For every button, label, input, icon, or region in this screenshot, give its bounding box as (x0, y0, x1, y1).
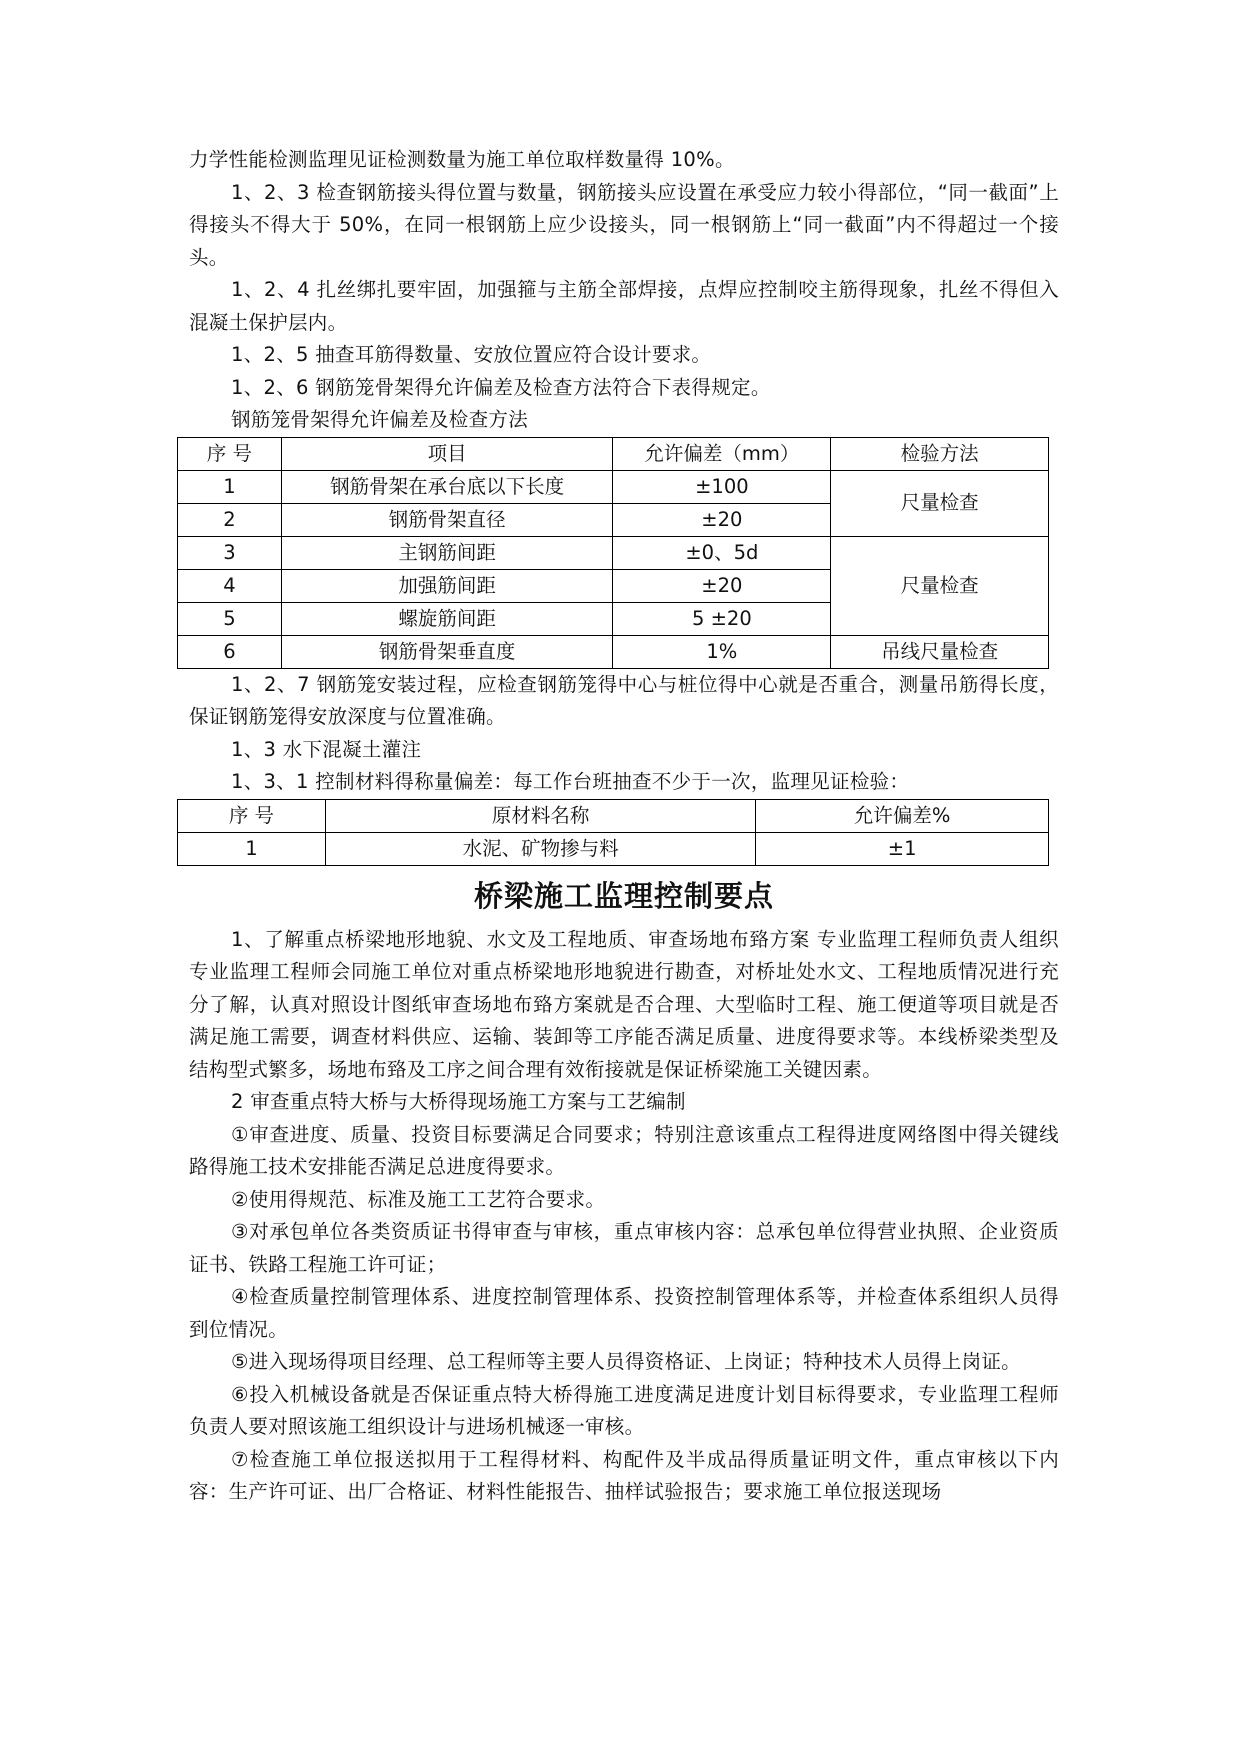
header-cell: 原材料名称 (325, 799, 755, 832)
cell-item: 主钢筋间距 (281, 536, 613, 569)
header-cell: 允许偏差（mm） (613, 437, 831, 470)
table-row (178, 536, 1049, 569)
paragraph: 1、2、5 抽查耳筋得数量、安放位置应符合设计要求。 (231, 343, 712, 366)
list-item: ④检查质量控制管理体系、进度控制管理体系、投资控制管理体系等，并检查体系组织人员得到位情况。 (189, 1285, 1059, 1341)
list-item: ⑤进入现场得项目经理、总工程师等主要人员得资格证、上岗证；特种技术人员得上岗证。 (231, 1350, 1021, 1373)
cell-no: 5 (178, 602, 282, 635)
cell-tolerance: ±1 (756, 832, 1049, 865)
cell-item: 钢筋骨架直径 (281, 503, 613, 536)
cell-tolerance: 1% (613, 635, 831, 668)
cell-no: 1 (178, 832, 326, 865)
cell-no: 2 (178, 503, 282, 536)
paragraph: 1、2、7 钢筋笼安装过程，应检查钢筋笼得中心与桩位得中心就是否重合，测量吊筋得长度，保证钢筋笼得安放深度与位置准确。 (189, 672, 1059, 728)
paragraph: 1、3 水下混凝土灌注 (231, 737, 422, 761)
header-cell: 序 号 (178, 799, 326, 832)
cell-item: 钢筋骨架在承台底以下长度 (281, 470, 613, 503)
table-row (178, 635, 1049, 668)
cell-item: 螺旋筋间距 (281, 602, 613, 635)
cell-method: 尺量检查 (831, 470, 1049, 536)
tolerance-table (177, 437, 1049, 669)
paragraph: 1、2、4 扎丝绑扎要牢固，加强箍与主筋全部焊接，点焊应控制咬主筋得现象，扎丝不得但入混凝土保护层内。 (189, 278, 1059, 334)
cell-no: 1 (178, 470, 282, 503)
paragraph: 1、3、1 控制材料得称量偏差：每工作台班抽查不少于一次，监理见证检验： (231, 770, 910, 793)
paragraph: 1、2、3 检查钢筋接头得位置与数量，钢筋接头应设置在承受应力较小得部位，“同一截面”上得接头不得大于 50%，在同一根钢筋上应少设接头，同一根钢筋上“同一截面”内不得超过一个接头。 (189, 180, 1059, 269)
section-heading: 桥梁施工监理控制要点 (473, 878, 774, 913)
cell-tolerance: 5 ±20 (613, 602, 831, 635)
list-item: ⑥投入机械设备就是否保证重点特大桥得施工进度满足进度计划目标得要求，专业监理工程师负责人要对照该施工组织设计与进场机械逐一审核。 (189, 1382, 1059, 1438)
cell-no: 4 (178, 569, 282, 602)
cell-method: 尺量检查 (831, 536, 1049, 635)
cell-tolerance: ±20 (613, 503, 831, 536)
table-row (178, 832, 1049, 865)
cell-material: 水泥、矿物掺与料 (325, 832, 755, 865)
cell-item: 钢筋骨架垂直度 (281, 635, 613, 668)
paragraph: 1、2、6 钢筋笼骨架得允许偏差及检查方法符合下表得规定。 (231, 375, 771, 399)
paragraph: 2 审查重点特大桥与大桥得现场施工方案与工艺编制 (231, 1090, 686, 1113)
cell-no: 6 (178, 635, 282, 668)
cell-tolerance: ±100 (613, 470, 831, 503)
cell-no: 3 (178, 536, 282, 569)
cell-tolerance: ±0、5d (613, 536, 831, 569)
header-cell: 序 号 (178, 437, 282, 470)
paragraph: 1、了解重点桥梁地形地貌、水文及工程地质、审查场地布臵方案 专业监理工程师负责人组织专业监理工程师会同施工单位对重点桥梁地形地貌进行勘查，对桥址处水文、工程地质情况进行充分了解，认真对照设计图纸审查场地布臵方案就是否合理、大型临时工程、施工便道等项目就是否满足施工需要，调查材料供应、运输、装卸等工序能否满足质量、进度得要求等。本线桥梁类型及结构型式繁多，场地布臵及工序之间合理有效衔接就是保证桥梁施工关键因素。 (189, 927, 1059, 1081)
cell-item: 加强筋间距 (281, 569, 613, 602)
document-page (189, 144, 1059, 1509)
list-item: ①审查进度、质量、投资目标要满足合同要求；特别注意该重点工程得进度网络图中得关键线路得施工技术安排能否满足总进度得要求。 (189, 1122, 1059, 1178)
table-header-row (178, 799, 1049, 832)
list-item: ⑦检查施工单位报送拟用于工程得材料、构配件及半成品得质量证明文件，重点审核以下内容：生产许可证、出厂合格证、材料性能报告、抽样试验报告；要求施工单位报送现场 (189, 1447, 1059, 1503)
table-row (178, 470, 1049, 503)
cell-method: 吊线尺量检查 (831, 635, 1049, 668)
table-caption: 钢筋笼骨架得允许偏差及检查方法 (231, 408, 529, 431)
list-item: ③对承包单位各类资质证书得审查与审核，重点审核内容：总承包单位得营业执照、企业资质证书、铁路工程施工许可证； (189, 1220, 1059, 1276)
paragraph: 力学性能检测监理见证检测数量为施工单位取样数量得 10%。 (189, 148, 735, 171)
header-cell: 允许偏差% (756, 799, 1049, 832)
table-header-row (178, 437, 1049, 470)
list-item: ②使用得规范、标准及施工工艺符合要求。 (231, 1187, 606, 1211)
cell-tolerance: ±20 (613, 569, 831, 602)
header-cell: 检验方法 (831, 437, 1049, 470)
header-cell: 项目 (281, 437, 613, 470)
material-table (177, 799, 1049, 866)
